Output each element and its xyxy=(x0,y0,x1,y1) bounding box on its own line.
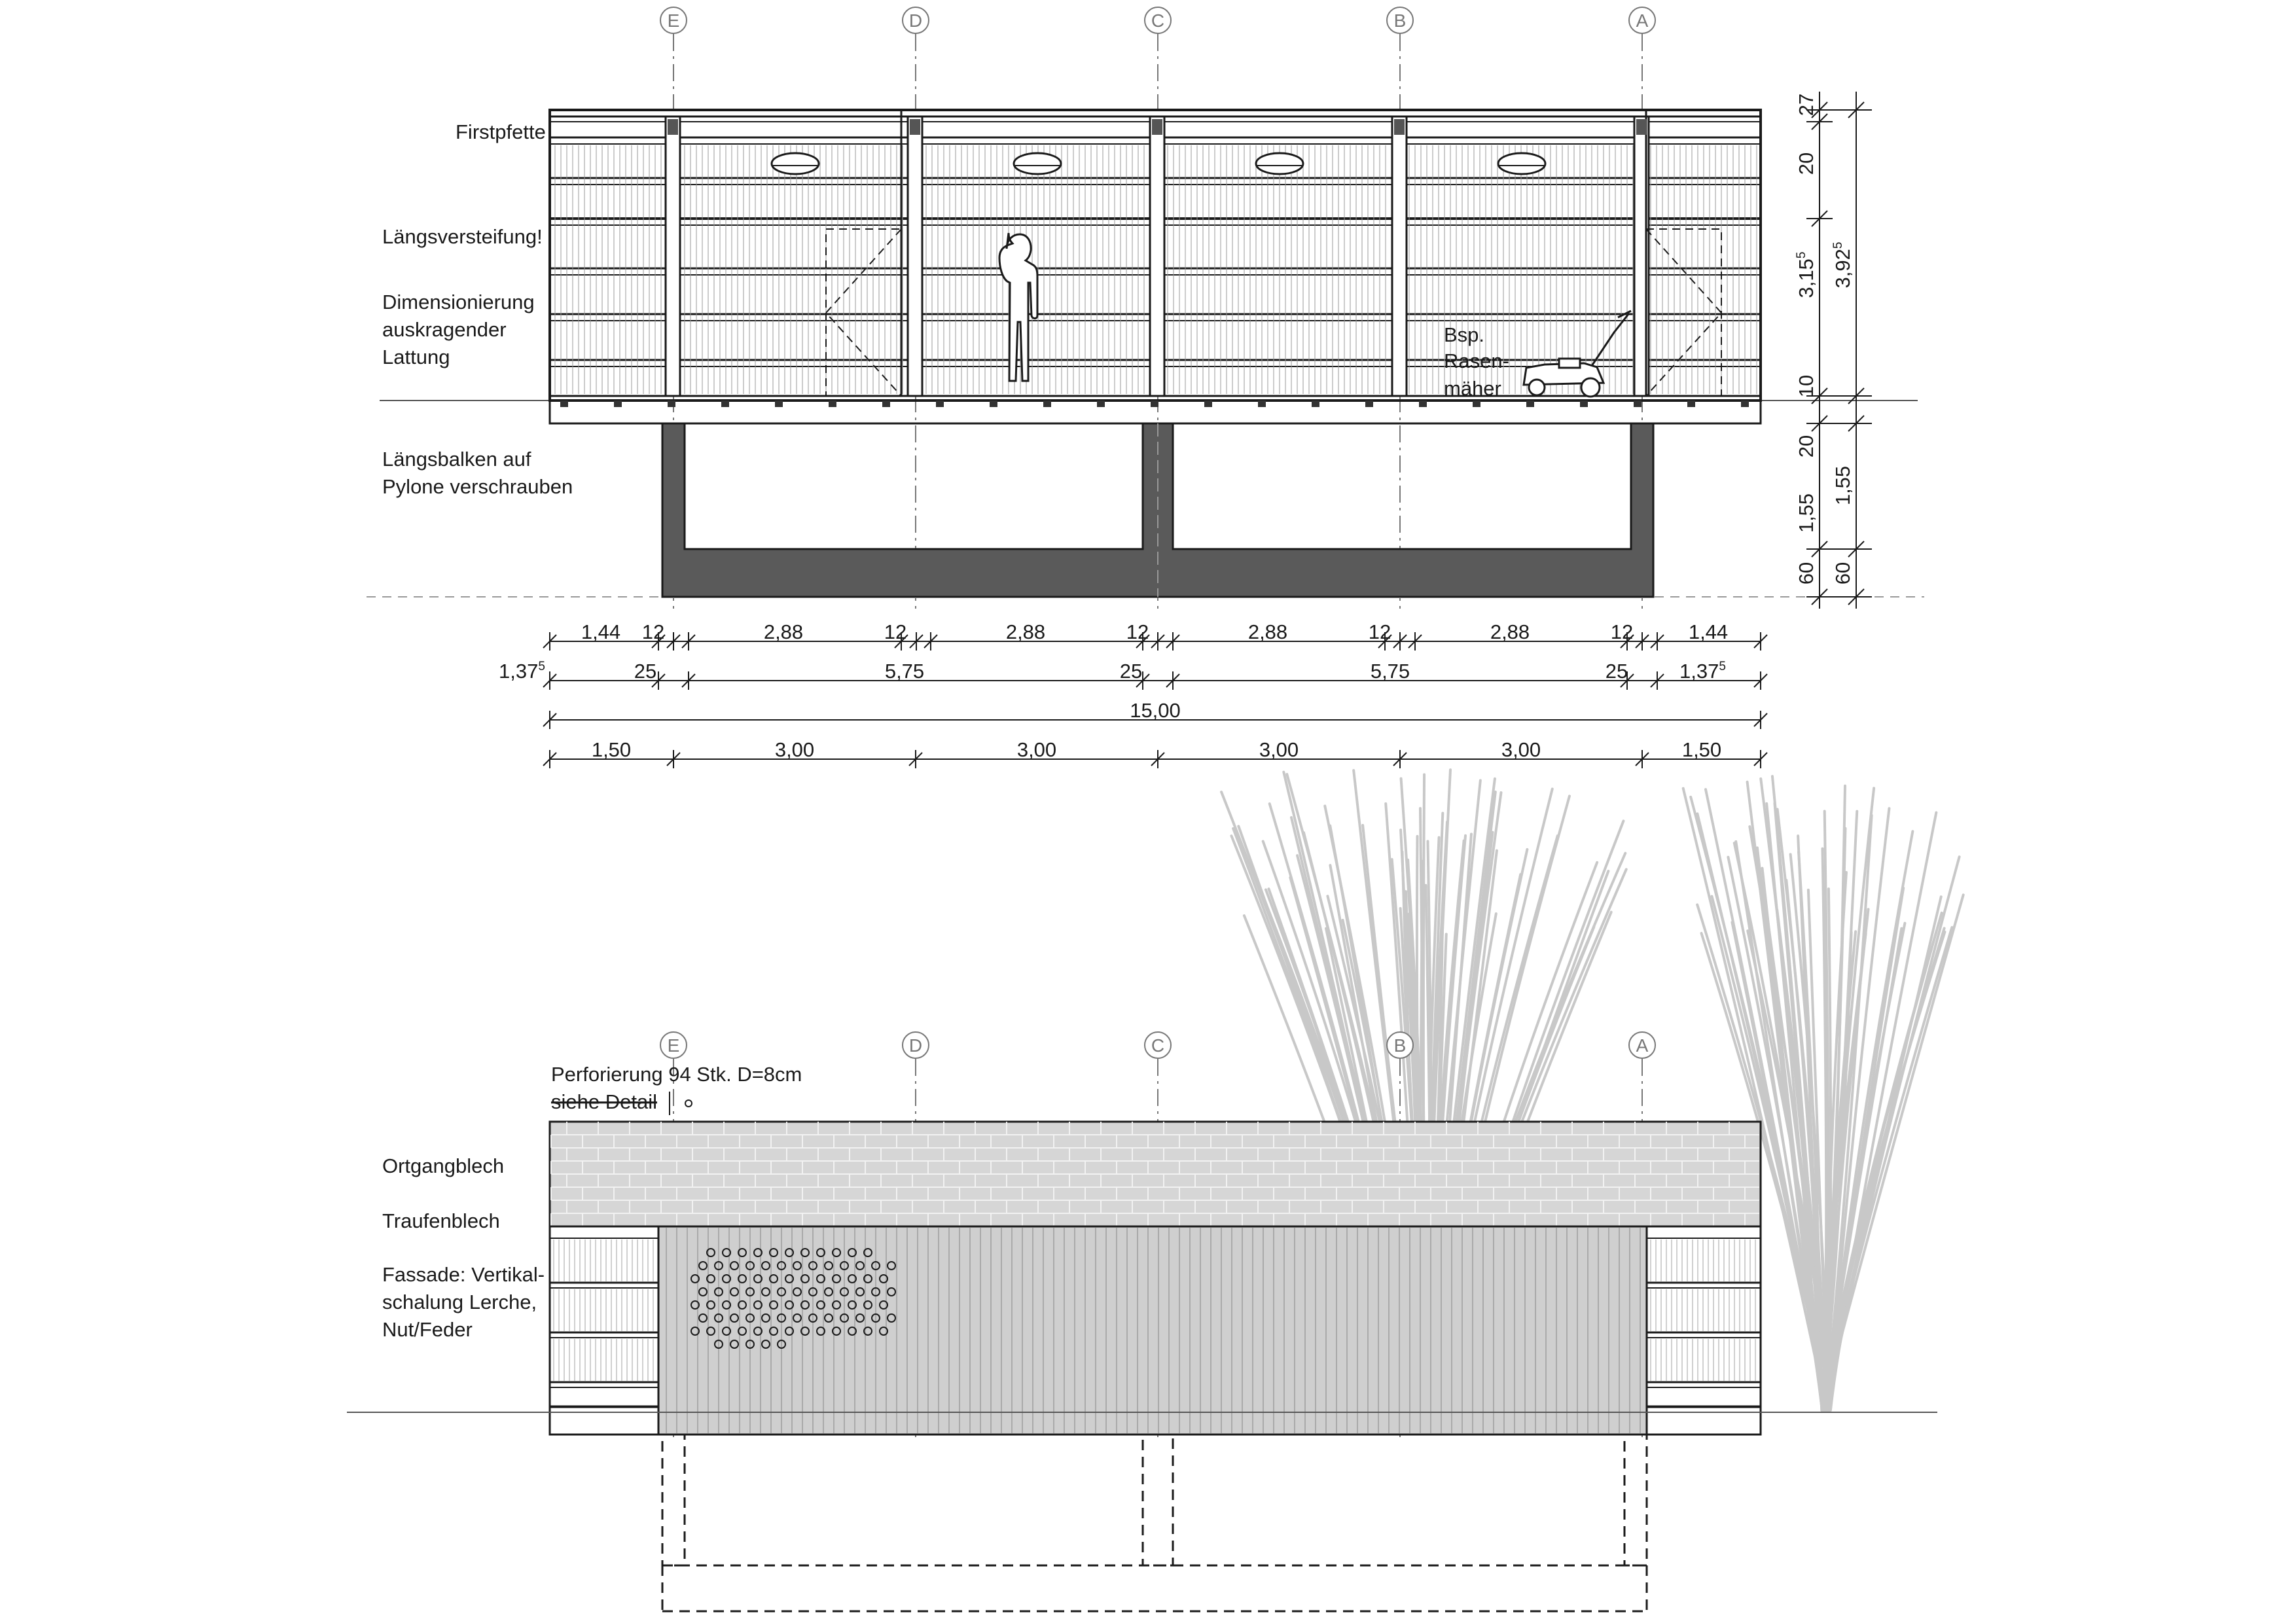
dim-r1-3: 12 xyxy=(884,620,907,643)
label-ortgangblech: Ortgangblech xyxy=(382,1154,505,1177)
elevation-drawing xyxy=(347,770,1964,1611)
label-bsp: Bsp. xyxy=(1444,323,1485,346)
dim-r1-10: 1,44 xyxy=(1688,620,1729,643)
dim-r2-5: 25 xyxy=(1605,660,1628,683)
person-silhouette xyxy=(999,233,1037,381)
dim-r2-2: 5,75 xyxy=(884,660,925,683)
axis-label-a: A xyxy=(1636,10,1649,31)
label-dimensionierung: Dimensionierung xyxy=(382,291,535,313)
label-nutfeder: Nut/Feder xyxy=(382,1318,473,1341)
dimension-row-1 xyxy=(581,620,1728,643)
dim-v-155a: 1,55 xyxy=(1795,493,1818,533)
dimension-row-4 xyxy=(592,738,1721,761)
label-pylone: Pylone verschrauben xyxy=(382,475,573,498)
dim-r1-1: 12 xyxy=(641,620,665,643)
label-laengsversteifung: Längsversteifung! xyxy=(382,225,543,248)
label-lattung: Lattung xyxy=(382,346,450,368)
dim-r1-4: 2,88 xyxy=(1005,620,1046,643)
label-auskragender: auskragender xyxy=(382,318,507,341)
perforation-sample-icon xyxy=(685,1100,692,1107)
dim-r1-9: 12 xyxy=(1610,620,1634,643)
facade-larch-cladding xyxy=(658,1226,1647,1435)
dim-r4-2: 3,00 xyxy=(1016,738,1057,761)
dim-r2-3: 25 xyxy=(1119,660,1143,683)
label-siehe-detail: siehe Detail xyxy=(551,1090,657,1113)
label-perforierung: Perforierung 94 Stk. D=8cm xyxy=(551,1063,802,1086)
dim-v-10: 10 xyxy=(1795,374,1818,398)
label-laengsbalken: Längsbalken auf xyxy=(382,448,531,471)
dim-r1-0: 1,44 xyxy=(581,620,621,643)
lawnmower-icon xyxy=(1524,311,1631,397)
axis-label-d-bottom: D xyxy=(908,1035,923,1056)
axis-label-a-bottom: A xyxy=(1636,1035,1649,1056)
dim-r1-8: 2,88 xyxy=(1490,620,1530,643)
dim-r1-2: 2,88 xyxy=(763,620,804,643)
axis-bubbles-top xyxy=(660,7,1655,33)
pylons-hidden xyxy=(662,1435,1647,1611)
dim-v-27: 27 xyxy=(1795,93,1818,116)
axis-label-c-bottom: C xyxy=(1151,1035,1165,1056)
dim-r4-1: 3,00 xyxy=(774,738,815,761)
axis-label-c: C xyxy=(1151,10,1165,31)
dim-r4-0: 1,50 xyxy=(591,738,632,761)
label-fassade: Fassade: Vertikal- xyxy=(382,1263,545,1286)
dim-r2-1: 25 xyxy=(634,660,657,683)
section-drawing xyxy=(367,7,1924,768)
axis-label-e-bottom: E xyxy=(667,1035,680,1056)
dim-r2-4: 5,75 xyxy=(1370,660,1410,683)
dim-r1-7: 12 xyxy=(1368,620,1391,643)
label-firstpfette: Firstpfette xyxy=(456,120,546,143)
label-rasen: Rasen- xyxy=(1444,349,1509,372)
dim-r1-5: 12 xyxy=(1126,620,1149,643)
dim-v-20a: 20 xyxy=(1795,152,1818,175)
dim-r4-4: 3,00 xyxy=(1501,738,1541,761)
vertical-dimension-texts xyxy=(1795,94,1854,584)
dimension-row-2 xyxy=(499,660,1726,683)
dimension-row-3 xyxy=(1130,699,1181,722)
dim-r1-6: 2,88 xyxy=(1247,620,1288,643)
dim-v-315: 3,15$^5$ xyxy=(1795,251,1818,298)
label-traufenblech: Traufenblech xyxy=(382,1209,500,1232)
dim-v-60a: 60 xyxy=(1795,562,1818,585)
label-schalung: schalung Lerche, xyxy=(382,1291,537,1313)
axis-label-b: B xyxy=(1393,10,1407,31)
pylons xyxy=(662,423,1653,597)
dim-v-60b: 60 xyxy=(1831,562,1854,585)
dim-r3-0: 15,00 xyxy=(1130,699,1181,722)
axis-label-d: D xyxy=(908,10,923,31)
dim-r4-3: 3,00 xyxy=(1259,738,1299,761)
dim-v-20b: 20 xyxy=(1795,435,1818,458)
dim-r2-0: 1,37$^5$ xyxy=(499,660,545,683)
tree-right xyxy=(1683,776,1964,1410)
dim-r2-6: 1,37$^5$ xyxy=(1679,660,1726,683)
dim-v-155b: 1,55 xyxy=(1831,465,1854,506)
axis-label-e: E xyxy=(667,10,680,31)
axis-label-b-bottom: B xyxy=(1393,1035,1407,1056)
dim-v-3925: 3,92$^5$ xyxy=(1831,241,1854,289)
label-maeher: mäher xyxy=(1444,377,1501,400)
dim-r4-5: 1,50 xyxy=(1681,738,1722,761)
